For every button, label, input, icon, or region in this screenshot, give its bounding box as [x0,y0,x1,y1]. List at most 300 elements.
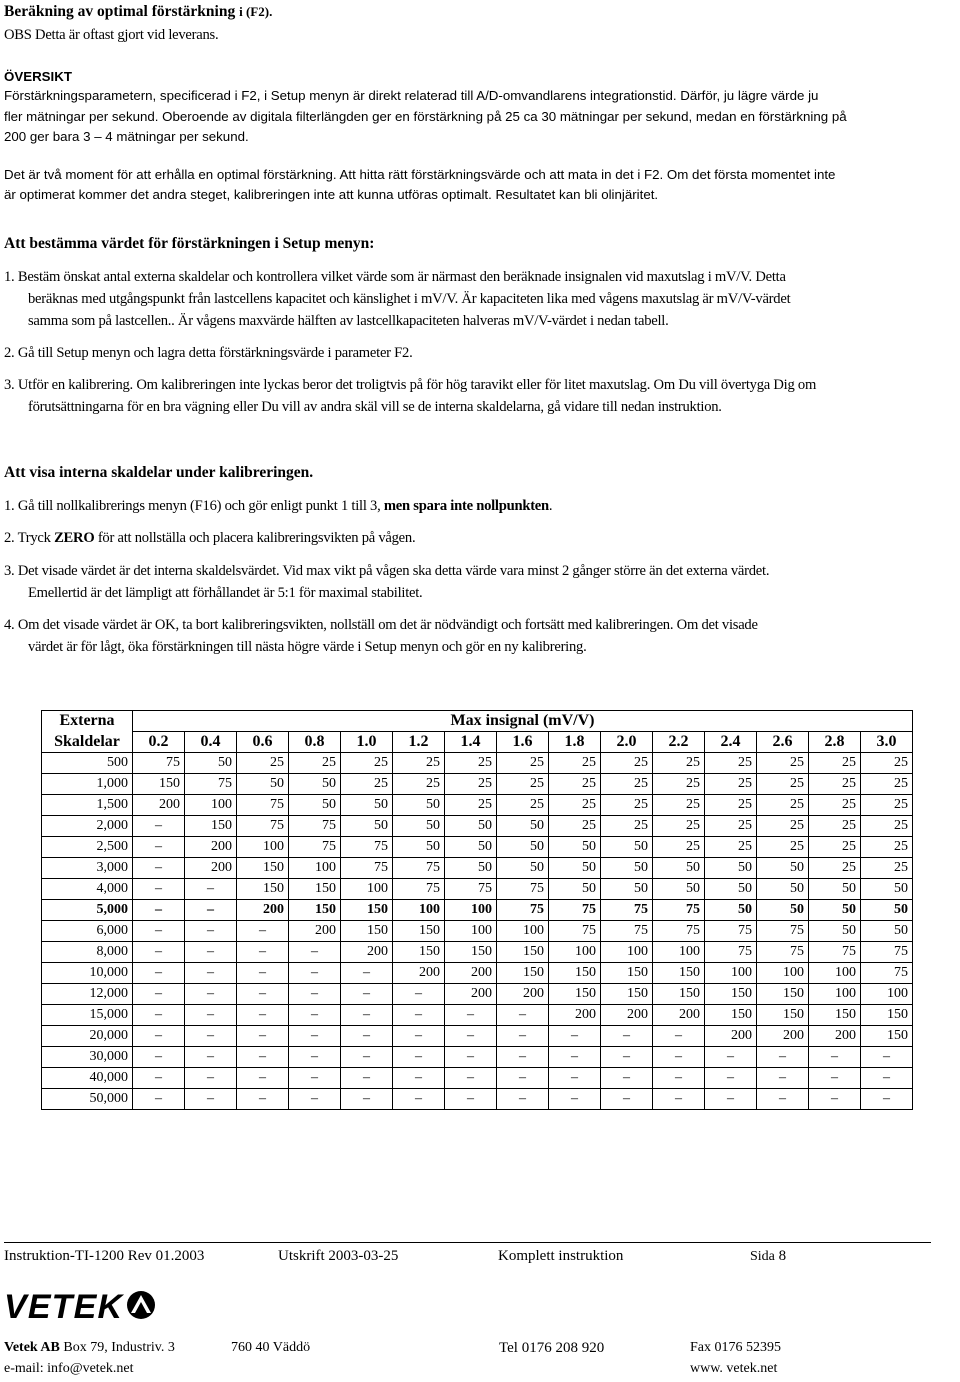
gain-cell: – [289,1026,341,1047]
gain-cell: – [237,1026,289,1047]
gain-cell: – [237,1047,289,1068]
gain-cell: 25 [861,753,913,774]
footer-postal: 760 40 Väddö [231,1340,311,1355]
gain-cell: – [861,1047,913,1068]
gain-cell: – [497,1068,549,1089]
gain-cell: – [445,1026,497,1047]
gain-cell: 75 [757,942,809,963]
mv-header-cell: 3.0 [861,732,913,753]
gain-cell: – [809,1089,861,1110]
gain-cell: 25 [861,816,913,837]
footer-page [750,1248,786,1265]
gain-cell: 200 [445,984,497,1005]
gain-cell: 25 [705,795,757,816]
mv-header-cell: 0.4 [185,732,237,753]
gain-cell: – [549,1089,601,1110]
gain-cell: 200 [705,1026,757,1047]
gain-cell: 25 [861,858,913,879]
gain-cell: 25 [653,774,705,795]
gain-cell: 25 [653,795,705,816]
gain-cell: – [289,942,341,963]
gain-cell: 150 [341,900,393,921]
gain-cell: 25 [809,774,861,795]
internal-step-4: värdet är för lågt, öka förstärkningen till nästa högre värde i Setup menyn och gör en ny kalibrering. [28,639,587,655]
gain-cell: 200 [393,963,445,984]
internal-step-2 [4,527,415,549]
gain-cell: 50 [497,816,549,837]
gain-cell: 150 [705,1005,757,1026]
gain-cell: – [185,1089,237,1110]
gain-cell: 150 [757,984,809,1005]
setup-step-1: samma som på lastcellen.. Är vågens maxvärde hälften av lastcellkapaciteten halveras mV/V-värdet i nedan tabell. [28,313,669,329]
gain-cell: – [705,1047,757,1068]
gain-cell: 25 [705,837,757,858]
gain-cell: 50 [445,816,497,837]
gain-cell: – [601,1026,653,1047]
internal-step-2-end: för att nollställa och placera kalibreringsvikten på vågen. [94,530,416,546]
gain-cell: – [185,879,237,900]
gain-cell: 50 [393,795,445,816]
gain-cell: – [497,1089,549,1110]
gain-cell: 100 [341,879,393,900]
internal-step-4: 4. Om det visade värdet är OK, ta bort kalibreringsvikten, nollställ om det är nödvändigt och fortsätt med kalibreringen. Om det visade [4,617,758,633]
gain-cell: 50 [705,879,757,900]
gain-cell: 200 [549,1005,601,1026]
gain-cell: 75 [341,858,393,879]
gain-cell: 75 [653,921,705,942]
gain-cell: 150 [601,984,653,1005]
gain-cell: 150 [289,900,341,921]
gain-cell: – [393,1047,445,1068]
gain-cell: 75 [497,879,549,900]
gain-cell: 100 [445,921,497,942]
table-row [42,900,913,921]
gain-cell: – [705,1089,757,1110]
gain-cell: 50 [497,858,549,879]
gain-cell: 25 [861,837,913,858]
gain-cell: 25 [757,753,809,774]
footer-email: e-mail: info@vetek.net [4,1361,134,1376]
gain-cell: – [549,1047,601,1068]
gain-cell: 200 [601,1005,653,1026]
gain-cell: – [341,1068,393,1089]
setup-heading: Att bestämma värdet för förstärkningen i Setup menyn: [4,235,375,252]
overview-heading: ÖVERSIKT [4,69,72,84]
gain-cell: – [861,1068,913,1089]
gain-cell: – [133,900,185,921]
gain-cell: – [757,1089,809,1110]
mv-header-cell: 1.2 [393,732,445,753]
gain-cell: – [185,1047,237,1068]
gain-cell: 200 [809,1026,861,1047]
gain-cell: 200 [341,942,393,963]
gain-cell: 25 [445,774,497,795]
gain-cell: 25 [757,774,809,795]
skaldelar-cell: 8,000 [42,942,133,963]
footer-printed: Utskrift 2003-03-25 [278,1248,399,1264]
gain-cell: 25 [757,837,809,858]
gain-cell: 25 [601,774,653,795]
footer-web: www. vetek.net [690,1361,778,1376]
gain-cell: 150 [133,774,185,795]
gain-cell: 25 [705,753,757,774]
gain-cell: 100 [601,942,653,963]
gain-cell: 75 [497,900,549,921]
footer-fax: Fax 0176 52395 [690,1340,781,1355]
gain-cell: 75 [289,816,341,837]
gain-cell: 25 [705,816,757,837]
gain-cell: 25 [341,753,393,774]
gain-cell: – [185,900,237,921]
table-row [42,1026,913,1047]
gain-cell: 50 [653,879,705,900]
gain-cell: 200 [757,1026,809,1047]
gain-cell: 25 [705,774,757,795]
gain-cell: – [237,921,289,942]
table-row [42,774,913,795]
table-row [42,963,913,984]
gain-cell: 150 [653,984,705,1005]
mv-header-cell: 2.6 [757,732,809,753]
table-row [42,1089,913,1110]
page-title [4,2,272,22]
gain-cell: – [289,1047,341,1068]
gain-cell: 50 [445,837,497,858]
gain-cell: 150 [601,963,653,984]
gain-cell: 100 [705,963,757,984]
gain-cell: – [861,1089,913,1110]
mv-header-cell: 2.4 [705,732,757,753]
mv-header-cell: 2.8 [809,732,861,753]
table-row [42,753,913,774]
gain-cell: 25 [861,795,913,816]
gain-cell: 50 [705,858,757,879]
gain-cell: 100 [237,837,289,858]
gain-cell: 50 [861,921,913,942]
gain-cell: 50 [341,795,393,816]
gain-cell: 150 [237,879,289,900]
gain-cell: – [393,1068,445,1089]
gain-cell: 50 [653,858,705,879]
gain-cell: 50 [601,879,653,900]
span-header-max-insignal: Max insignal (mV/V) [133,711,913,732]
gain-cell: 25 [549,774,601,795]
mv-header-cell: 0.8 [289,732,341,753]
gain-cell: 50 [445,858,497,879]
gain-cell: 200 [497,984,549,1005]
gain-cell: 75 [705,942,757,963]
gain-cell: 150 [757,1005,809,1026]
gain-cell: 75 [549,900,601,921]
gain-cell: 25 [809,753,861,774]
gain-cell: 150 [237,858,289,879]
gain-cell: – [393,984,445,1005]
gain-cell: – [705,1068,757,1089]
footer-doc-type: Komplett instruktion [498,1248,624,1264]
gain-cell: 50 [549,879,601,900]
table-row [42,984,913,1005]
gain-cell: 25 [393,774,445,795]
gain-cell: 50 [809,879,861,900]
gain-table [41,710,913,1110]
gain-cell: – [133,858,185,879]
table-row [42,921,913,942]
gain-cell: 100 [809,963,861,984]
gain-cell: – [185,1026,237,1047]
gain-cell: 25 [809,858,861,879]
gain-cell: – [133,963,185,984]
gain-cell: – [809,1068,861,1089]
gain-cell: 50 [861,879,913,900]
setup-step-3: förutsättningarna för en bra vägning eller Du vill av andra skäl vill se de interna skaldelarna, gå vidare till nedan instruktion. [28,399,722,415]
gain-cell: – [237,1005,289,1026]
gain-cell: – [133,1026,185,1047]
gain-cell: 25 [237,753,289,774]
setup-step-2: 2. Gå till Setup menyn och lagra detta förstärkningsvärde i parameter F2. [4,345,413,361]
overview-line: Förstärkningsparametern, specificerad i F2, i Setup menyn är direkt relaterad till A/D-omvandlarens integrationstid. Därför, ju lägre värde ju [4,88,819,103]
table-row [42,879,913,900]
table-row [42,1005,913,1026]
gain-cell: – [549,1026,601,1047]
skaldelar-cell: 15,000 [42,1005,133,1026]
gain-cell: 25 [653,837,705,858]
gain-cell: 50 [549,837,601,858]
skaldelar-cell: 1,500 [42,795,133,816]
gain-cell: – [653,1068,705,1089]
skaldelar-cell: 5,000 [42,900,133,921]
gain-cell: 100 [393,900,445,921]
gain-cell: 150 [393,942,445,963]
gain-cell: – [237,942,289,963]
gain-cell: – [341,1047,393,1068]
gain-cell: 75 [601,900,653,921]
page-title-text: Beräkning av optimal förstärkning [4,3,236,20]
gain-cell: – [133,942,185,963]
gain-cell: 150 [185,816,237,837]
gain-cell: – [393,1005,445,1026]
gain-cell: 50 [497,837,549,858]
gain-cell: 50 [341,816,393,837]
gain-cell: – [289,1005,341,1026]
skaldelar-cell: 6,000 [42,921,133,942]
gain-cell: 100 [757,963,809,984]
gain-cell: 50 [705,900,757,921]
skaldelar-cell: 1,000 [42,774,133,795]
gain-cell: 100 [861,984,913,1005]
gain-cell: – [133,816,185,837]
table-row [42,837,913,858]
gain-cell: 25 [341,774,393,795]
gain-cell: 25 [757,816,809,837]
gain-cell: 200 [185,858,237,879]
gain-cell: – [133,1089,185,1110]
footer-tel: Tel 0176 208 920 [499,1340,605,1356]
gain-cell: – [445,1089,497,1110]
gain-cell: – [341,1089,393,1110]
skaldelar-cell: 20,000 [42,1026,133,1047]
gain-cell: 100 [185,795,237,816]
gain-cell: 50 [757,879,809,900]
gain-cell: 150 [861,1026,913,1047]
gain-cell: 75 [861,942,913,963]
gain-cell: 25 [289,753,341,774]
gain-cell: 25 [393,753,445,774]
gain-cell: 25 [757,795,809,816]
col-header-skaldelar: Skaldelar [42,732,133,753]
skaldelar-cell: 500 [42,753,133,774]
gain-cell: 100 [497,921,549,942]
gain-cell: 150 [393,921,445,942]
delivery-note: OBS Detta är oftast gjort vid leverans. [4,27,219,43]
skaldelar-cell: 10,000 [42,963,133,984]
gain-cell: – [185,942,237,963]
gain-cell: 25 [601,795,653,816]
gain-cell: – [653,1026,705,1047]
mv-header-cell: 0.6 [237,732,289,753]
gain-cell: – [445,1047,497,1068]
gain-cell: 75 [289,837,341,858]
gain-cell: 150 [705,984,757,1005]
gain-cell: 150 [861,1005,913,1026]
gain-cell: 75 [861,963,913,984]
gain-cell: – [185,963,237,984]
footer-company-name: Vetek AB [4,1340,60,1355]
gain-cell: 75 [237,795,289,816]
gain-cell: 25 [549,753,601,774]
gain-cell: 200 [185,837,237,858]
gain-cell: 50 [185,753,237,774]
gain-cell: – [133,1047,185,1068]
gain-cell: – [393,1089,445,1110]
gain-cell: – [237,1068,289,1089]
gain-cell: – [185,1005,237,1026]
gain-cell: 150 [653,963,705,984]
skaldelar-cell: 4,000 [42,879,133,900]
gain-cell: 25 [601,816,653,837]
gain-cell: 100 [653,942,705,963]
gain-cell: 50 [393,816,445,837]
table-row [42,858,913,879]
gain-cell: 200 [237,900,289,921]
gain-cell: – [393,1026,445,1047]
gain-cell: – [653,1089,705,1110]
internal-step-1 [4,495,552,517]
gain-cell: – [341,963,393,984]
gain-cell: 25 [445,795,497,816]
gain-cell: – [237,984,289,1005]
gain-cell: 25 [497,753,549,774]
internal-step-2-text: 2. Tryck [4,530,55,546]
gain-cell: 100 [289,858,341,879]
gain-cell: – [601,1047,653,1068]
gain-cell: 25 [601,753,653,774]
gain-cell: 50 [757,900,809,921]
setup-step-1: beräknas med utgångspunkt från lastcellens kapacitet och känslighet i mV/V. Är kapaciteten lika med vågens maxutslag är mV/V-värdet [28,291,791,307]
setup-step-1: 1. Bestäm önskat antal externa skaldelar och kontrollera vilket värde som är närmast den beräknade insignalen vid maxutslag i mV/V. Detta [4,269,786,285]
gain-cell: 150 [549,963,601,984]
gain-cell: 200 [289,921,341,942]
skaldelar-cell: 30,000 [42,1047,133,1068]
gain-cell: 75 [601,921,653,942]
footer-doc-id: Instruktion-TI-1200 Rev 01.2003 [4,1248,205,1264]
logo-wordmark: VETEK [4,1289,122,1321]
gain-cell: – [757,1047,809,1068]
gain-cell: 25 [809,837,861,858]
skaldelar-cell: 12,000 [42,984,133,1005]
gain-cell: – [653,1047,705,1068]
gain-cell: 75 [445,879,497,900]
table-row [42,1047,913,1068]
setup-step-3: 3. Utför en kalibrering. Om kalibreringen inte lyckas beror det troligtvis på för hög taravikt eller för litet maxutslag. Om Du vill övertyga Dig om [4,377,817,393]
gain-cell: 50 [861,900,913,921]
gain-cell: 75 [705,921,757,942]
internal-step-1-text: 1. Gå till nollkalibrerings menyn (F16) och gör enligt punkt 1 till 3, [4,498,384,514]
footer-address: Box 79, Industriv. 3 [63,1340,175,1355]
internal-step-3: 3. Det visade värdet är det interna skaldelsvärdet. Vid max vikt på vågen ska detta värde vara minst 2 gånger större än det externa värdet. [4,563,770,579]
gain-cell: – [809,1047,861,1068]
mv-header-cell: 2.2 [653,732,705,753]
table-row [42,795,913,816]
gain-cell: 50 [809,900,861,921]
gain-cell: 150 [445,942,497,963]
gain-cell: 50 [809,921,861,942]
mv-header-cell: 1.0 [341,732,393,753]
gain-cell: – [237,1089,289,1110]
gain-cell: – [341,1005,393,1026]
mv-header-cell: 1.6 [497,732,549,753]
overview-line: 200 ger bara 3 – 4 mätningar per sekund. [4,129,249,144]
gain-cell: 50 [601,837,653,858]
mv-header-cell: 2.0 [601,732,653,753]
gain-cell: – [445,1005,497,1026]
gain-cell: – [185,1068,237,1089]
gain-cell: – [497,1047,549,1068]
gain-cell: 75 [757,921,809,942]
gain-cell: 25 [445,753,497,774]
gain-cell: – [757,1068,809,1089]
gain-cell: 25 [809,795,861,816]
footer-page-number: 8 [778,1248,787,1264]
gain-cell: 75 [653,900,705,921]
gain-cell: 50 [757,858,809,879]
gain-cell: 25 [809,816,861,837]
gain-cell: 150 [549,984,601,1005]
gain-cell: – [289,1089,341,1110]
skaldelar-cell: 2,500 [42,837,133,858]
gain-cell: – [133,879,185,900]
gain-cell: 25 [497,774,549,795]
gain-cell: 25 [549,795,601,816]
vetek-logo [4,1289,156,1321]
gain-cell: 150 [289,879,341,900]
gain-cell: 75 [237,816,289,837]
internal-heading: Att visa interna skaldelar under kalibreringen. [4,464,314,481]
gain-cell: 100 [549,942,601,963]
gain-cell: 75 [341,837,393,858]
gain-cell: 100 [809,984,861,1005]
overview-line: fler mätningar per sekund. Oberoende av digitala filterlängden ger en förstärkning på 25 ca 30 mätningar per sekund, medan en förstärkning på [4,109,847,124]
gain-cell: – [185,921,237,942]
table-row [42,1068,913,1089]
skaldelar-cell: 2,000 [42,816,133,837]
gain-cell: 50 [549,858,601,879]
gain-cell: – [445,1068,497,1089]
footer-divider [4,1242,931,1243]
footer-company [4,1340,175,1356]
gain-cell: 50 [289,795,341,816]
overview-line: Det är två moment för att erhålla en optimal förstärkning. Att hitta rätt förstärkningsvärde och att mata in det i F2. Om det första momentet inte [4,167,836,182]
internal-step-1-emphasis: men spara inte nollpunkten [383,498,549,514]
